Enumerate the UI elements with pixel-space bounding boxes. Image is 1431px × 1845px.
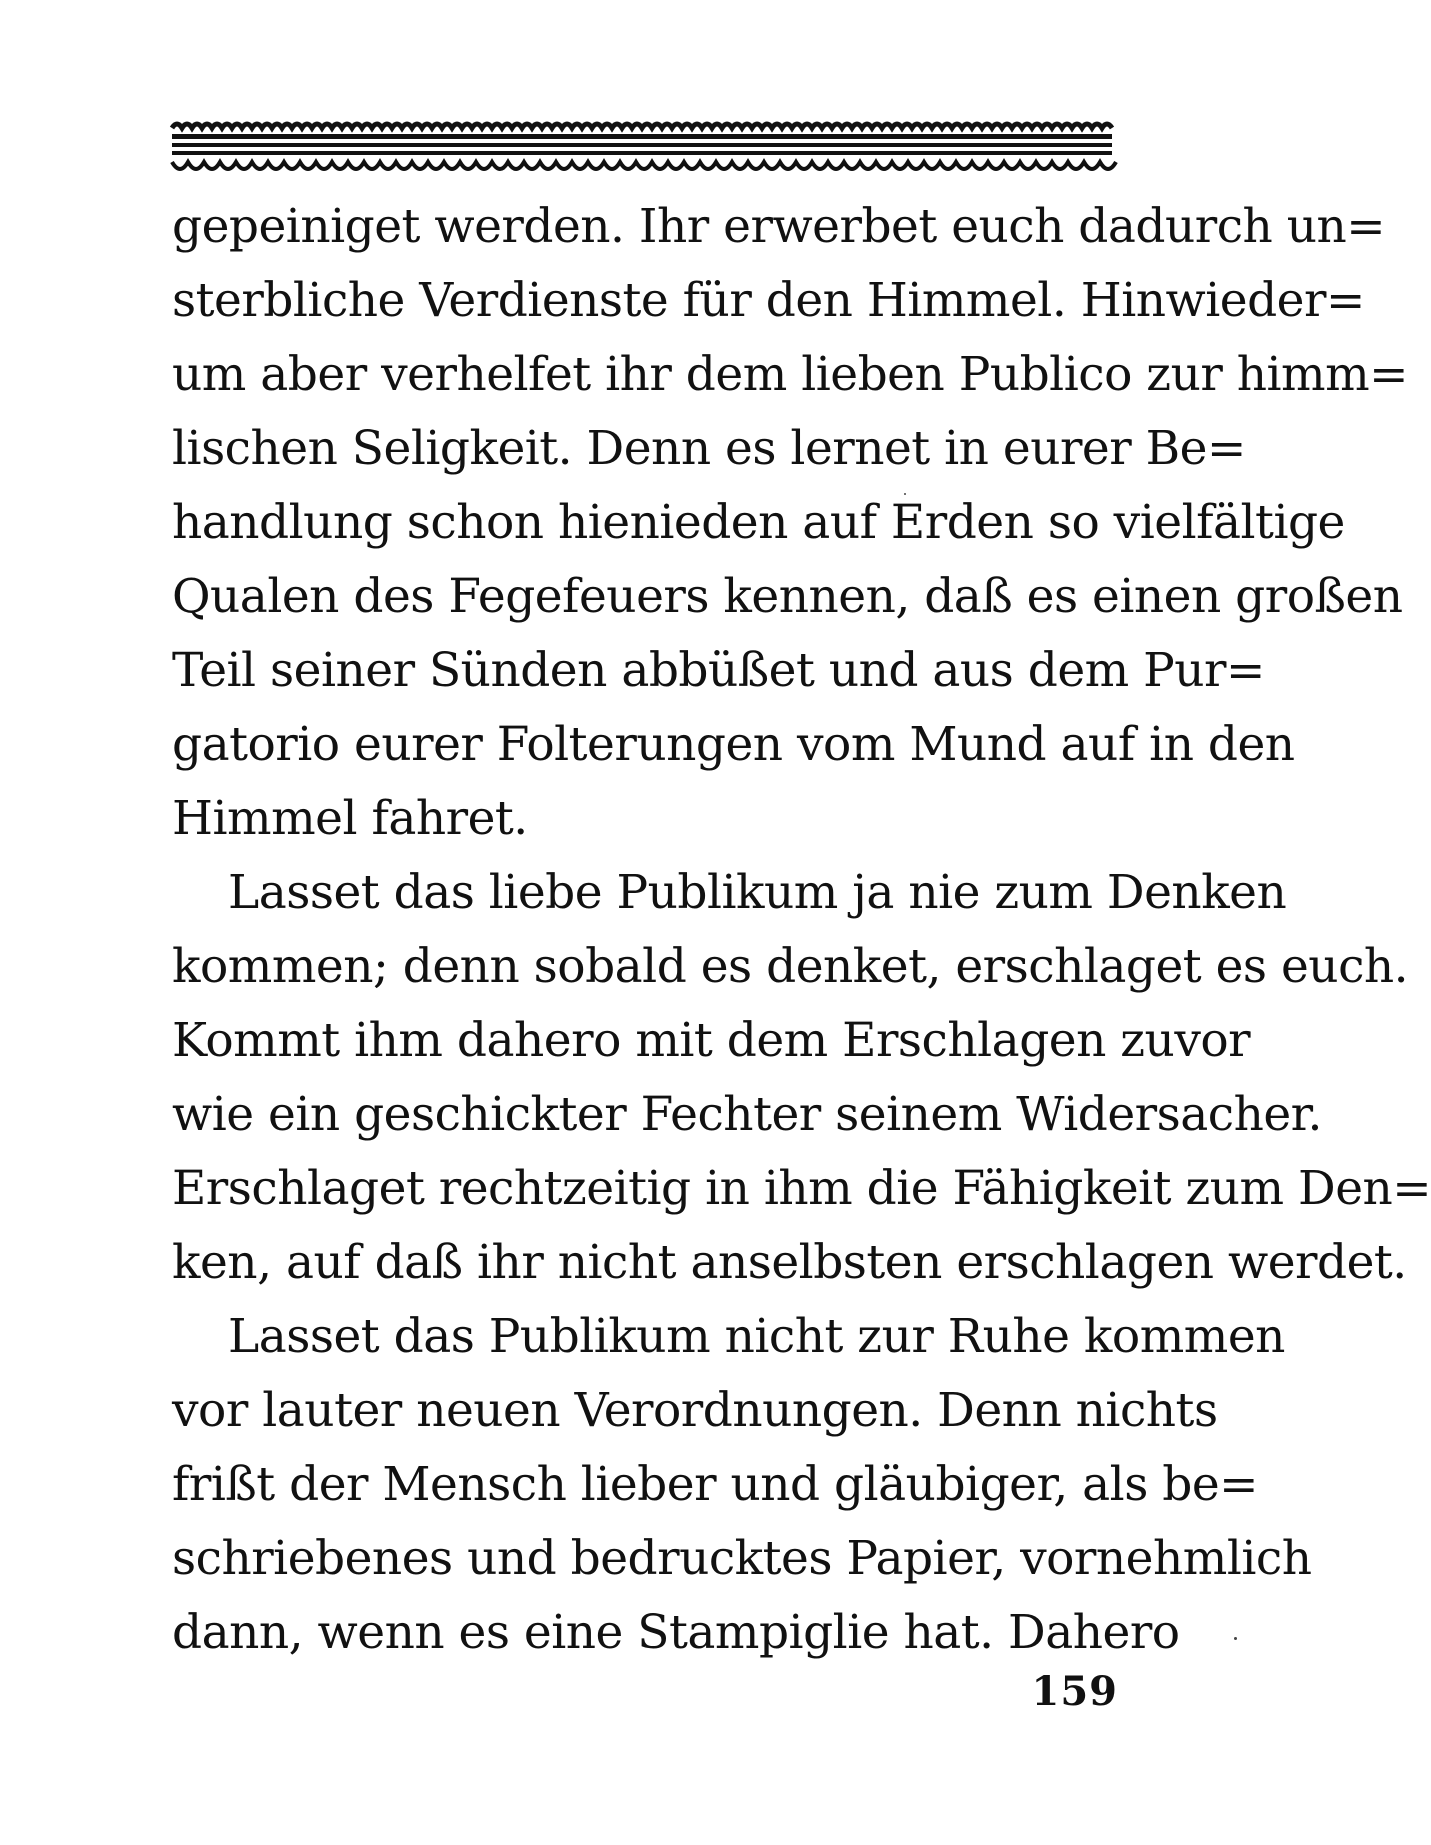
speck: [904, 493, 906, 495]
speck: [1234, 1637, 1237, 1640]
text-line: kommen; denn sobald es denket, erschlaget es euch.: [172, 939, 1409, 994]
ornament-bottom-scallop: [172, 162, 1116, 169]
text-line: vor lauter neuen Verordnungen. Denn nichts: [172, 1383, 1218, 1438]
text-line: Lasset das Publikum nicht zur Ruhe kommen: [228, 1309, 1285, 1364]
ornament-top-wave: [172, 124, 1112, 128]
text-line: schriebenes und bedrucktes Papier, vornehmlich: [172, 1531, 1312, 1586]
body-text: [172, 190, 1431, 1670]
text-line: um aber verhelfet ihr dem lieben Publico zur himm=: [172, 347, 1409, 402]
text-line: Lasset das liebe Publikum ja nie zum Denken: [228, 865, 1287, 920]
text-line: Kommt ihm dahero mit dem Erschlagen zuvor: [172, 1013, 1251, 1068]
text-line: Erschlaget rechtzeitig in ihm die Fähigkeit zum Den=: [172, 1161, 1431, 1216]
header-ornament: [172, 120, 1112, 178]
text-line: lischen Seligkeit. Denn es lernet in eurer Be=: [172, 421, 1246, 476]
text-line: gatorio eurer Folterungen vom Mund auf in den: [172, 717, 1295, 772]
text-line: handlung schon hienieden auf Erden so vielfältige: [172, 495, 1345, 550]
text-line: Himmel fahret.: [172, 791, 528, 846]
text-line: dann, wenn es eine Stampiglie hat. Dahero: [172, 1605, 1180, 1660]
ornament-rule-2: [172, 143, 1112, 147]
text-line: gepeiniget werden. Ihr erwerbet euch dadurch un=: [172, 199, 1386, 254]
text-line: wie ein geschickter Fechter seinem Widersacher.: [172, 1087, 1322, 1142]
text-line: sterbliche Verdienste für den Himmel. Hinwieder=: [172, 273, 1365, 328]
text-line: frißt der Mensch lieber und gläubiger, als be=: [172, 1457, 1259, 1512]
ornament-rule-3: [172, 151, 1112, 155]
text-line: Teil seiner Sünden abbüßet und aus dem Pur=: [172, 643, 1265, 698]
text-line: ken, auf daß ihr nicht anselbsten erschlagen werdet.: [172, 1235, 1407, 1290]
page-number: 159: [1031, 1668, 1118, 1715]
ornament-rule-1: [172, 134, 1112, 139]
text-line: Qualen des Fegefeuers kennen, daß es einen großen: [172, 569, 1403, 624]
